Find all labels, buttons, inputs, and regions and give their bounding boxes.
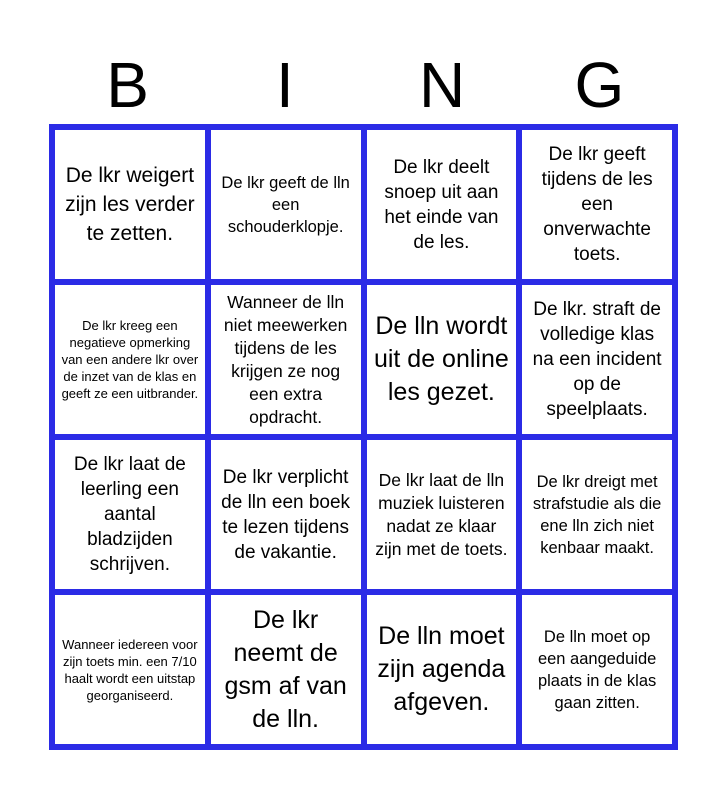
cell-text: De lkr. straft de volledige klas na een incident op de speelplaats. xyxy=(532,299,662,420)
bingo-cell-6[interactable] xyxy=(211,285,361,434)
bingo-cell-1[interactable] xyxy=(55,130,205,279)
cell-text: De lln moet op een aangeduide plaats in de klas gaan zitten. xyxy=(537,627,657,712)
bingo-cell-12[interactable] xyxy=(522,440,672,589)
bingo-cell-16[interactable] xyxy=(522,595,672,744)
bingo-cell-5[interactable] xyxy=(55,285,205,434)
bingo-cell-15[interactable] xyxy=(367,595,517,744)
header-letter-n: N xyxy=(419,49,466,121)
cell-text: De lln wordt uit de online les gezet. xyxy=(373,312,509,406)
cell-text: De lkr laat de lln muziek luisteren nadat ze klaar zijn met de toets. xyxy=(375,469,508,559)
header-letter-i: I xyxy=(275,49,294,121)
bingo-cell-14[interactable] xyxy=(211,595,361,744)
bingo-cell-4[interactable] xyxy=(522,130,672,279)
cell-text: Wanneer de lln niet meewerken tijdens de les krijgen ze nog een extra opdracht. xyxy=(223,291,348,427)
bingo-cell-10[interactable] xyxy=(211,440,361,589)
cell-text: De lkr laat de leerling een aantal bladzijden schrijven. xyxy=(73,454,186,575)
bingo-cell-13[interactable] xyxy=(55,595,205,744)
cell-text: De lln moet zijn agenda afgeven. xyxy=(377,622,506,716)
cell-text: De lkr geeft tijdens de les een onverwachte toets. xyxy=(541,144,653,265)
cell-text: De lkr deelt snoep uit aan het einde van de les. xyxy=(384,156,499,253)
bingo-cell-9[interactable] xyxy=(55,440,205,589)
bingo-cell-2[interactable] xyxy=(211,130,361,279)
header-letter-g: G xyxy=(574,49,625,121)
cell-text: Wanneer iedereen voor zijn toets min. een 7/10 haalt wordt een uitstap georganiseerd. xyxy=(62,636,198,703)
bingo-cell-11[interactable] xyxy=(367,440,517,589)
bingo-header xyxy=(49,50,678,120)
bingo-cell-8[interactable] xyxy=(522,285,672,434)
cell-text: De lkr geeft de lln een schouderklopje. xyxy=(221,173,350,236)
cell-text: De lkr dreigt met strafstudie als die ene lln zich niet kenbaar maakt. xyxy=(532,472,662,557)
cell-text: De lkr neemt de gsm af van de lln. xyxy=(224,605,347,733)
cell-text: De lkr kreeg een negatieve opmerking van een andere lkr over de inzet van de klas en geeft ze een uitbrander. xyxy=(61,318,199,401)
cell-text: De lkr weigert zijn les verder te zetten. xyxy=(65,164,195,245)
bingo-cell-7[interactable] xyxy=(367,285,517,434)
bingo-board xyxy=(49,124,678,750)
cell-text: De lkr verplicht de lln een boek te lezen tijdens de vakantie. xyxy=(221,466,351,563)
header-letter-b: B xyxy=(106,49,149,121)
bingo-cell-3[interactable] xyxy=(367,130,517,279)
